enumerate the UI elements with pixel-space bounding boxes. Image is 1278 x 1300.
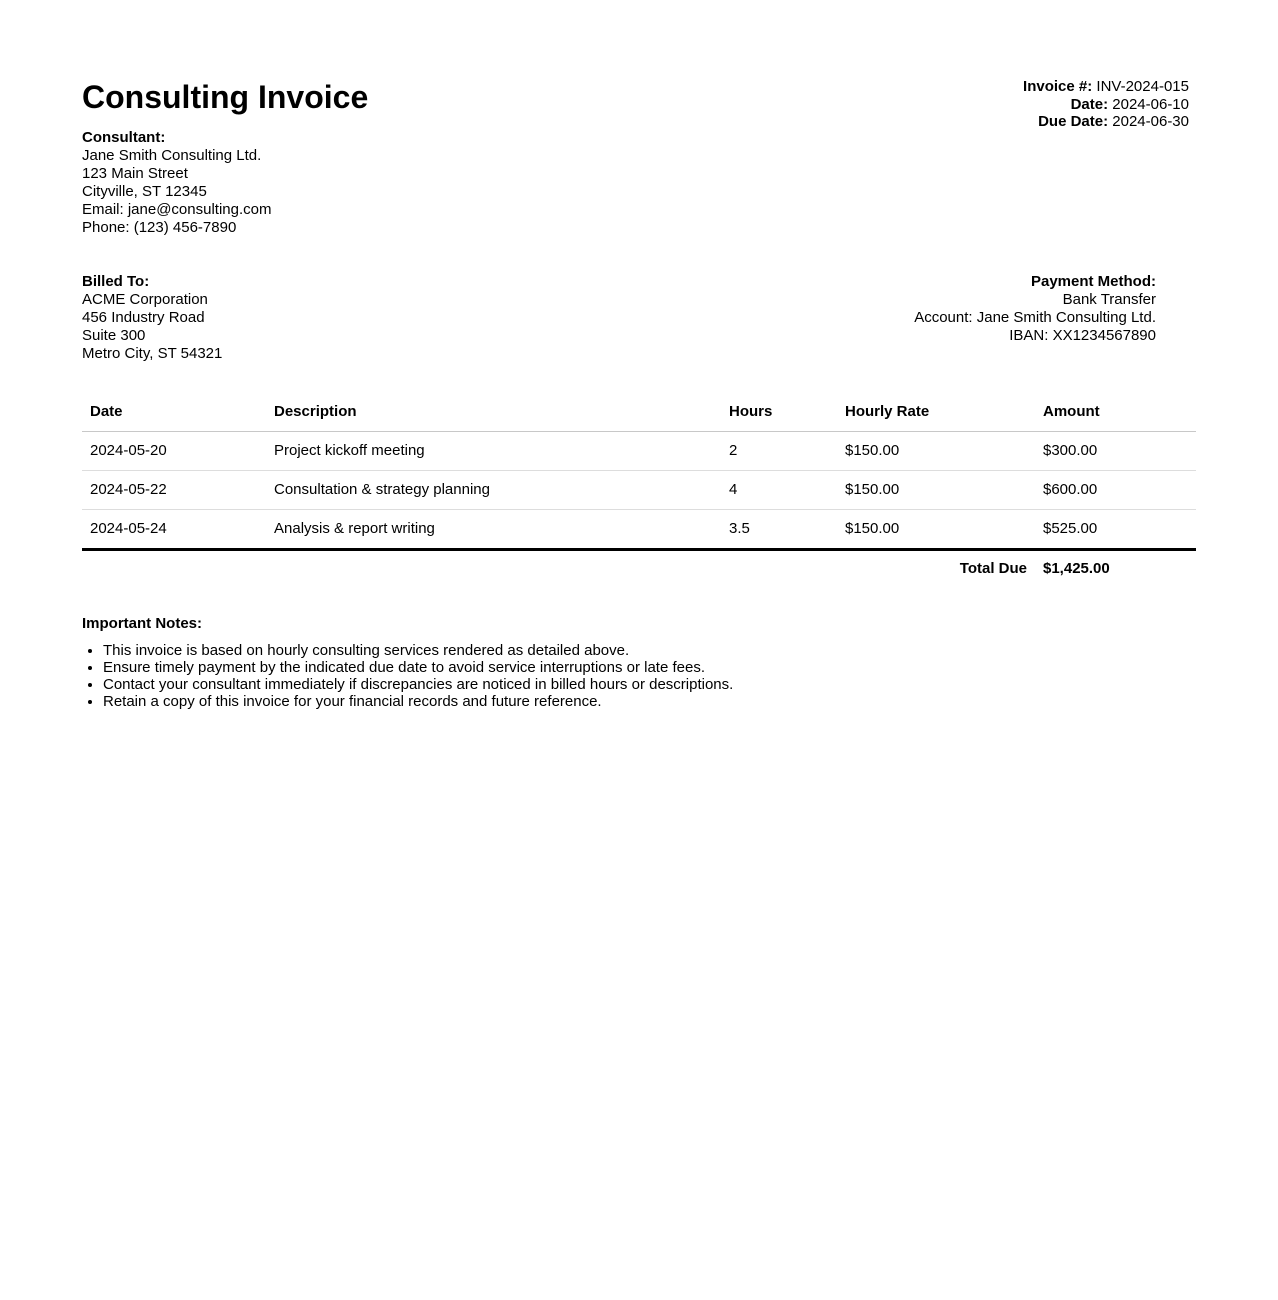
cell-hours: 2 (721, 431, 837, 470)
table-row (82, 431, 1196, 470)
page-title: Consulting Invoice (82, 79, 369, 115)
invoice-date-line (1023, 96, 1189, 114)
table-row (82, 470, 1196, 509)
list-item: • Contact your consultant immediately if discrepancies are noticed in billed hours or descriptions. (103, 676, 1196, 693)
cell-hourly-rate: $150.00 (837, 470, 1035, 509)
invoice-meta (1023, 78, 1196, 131)
column-header-date: Date (82, 393, 266, 432)
notes-heading: Important Notes: (82, 614, 202, 632)
table-row (82, 509, 1196, 549)
payment-iban: IBAN: XX1234567890 (1009, 326, 1156, 344)
cell-description: Analysis & report writing (266, 509, 721, 549)
parties-row (82, 273, 1196, 363)
cell-hourly-rate: $150.00 (837, 431, 1035, 470)
cell-hourly-rate: $150.00 (837, 509, 1035, 549)
column-header-description: Description (266, 393, 721, 432)
payment-method-type: Bank Transfer (1062, 290, 1156, 308)
list-item: • Retain a copy of this invoice for your financial records and future reference. (103, 693, 1196, 710)
total-row (82, 549, 1196, 587)
total-due-value: $1,425.00 (1043, 559, 1110, 577)
billed-to-city: Metro City, ST 54321 (82, 344, 223, 362)
invoice-due-date-value: 2024-06-30 (1112, 113, 1189, 130)
invoice-number-line (1023, 78, 1189, 96)
line-items-table (82, 393, 1196, 587)
consultant-name: Jane Smith Consulting Ltd. (82, 146, 262, 164)
cell-amount: $525.00 (1035, 509, 1196, 549)
cell-amount: $600.00 (1035, 470, 1196, 509)
cell-hours: 3.5 (721, 509, 837, 549)
invoice-date-value: 2024-06-10 (1112, 95, 1189, 113)
cell-description: Consultation & strategy planning (266, 470, 721, 509)
payment-method-heading: Payment Method: (1030, 272, 1156, 290)
billed-to-name: ACME Corporation (82, 290, 208, 308)
notes-list (82, 642, 1196, 710)
billed-to-block (82, 273, 222, 363)
cell-date: 2024-05-20 (82, 431, 266, 470)
total-due-label: Total Due (959, 559, 1027, 577)
list-item: • This invoice is based on hourly consulting services rendered as detailed above. (103, 642, 1196, 659)
list-item: • Ensure timely payment by the indicated due date to avoid service interruptions or late fees. (103, 659, 1196, 676)
invoice-date-label: Date: (1070, 95, 1109, 113)
cell-description: Project kickoff meeting (266, 431, 721, 470)
consultant-email: Email: jane@consulting.com (82, 200, 272, 218)
consultant-heading: Consultant: (82, 128, 166, 146)
invoice-header (82, 78, 1196, 131)
invoice-number-label: Invoice #: (1023, 78, 1093, 95)
consultant-phone: Phone: (123) 456-7890 (82, 218, 237, 236)
invoice-due-date-line (1023, 113, 1189, 131)
consultant-block (82, 129, 1196, 237)
cell-hours: 4 (721, 470, 837, 509)
cell-amount: $300.00 (1035, 431, 1196, 470)
payment-method-block (914, 273, 1196, 345)
cell-date: 2024-05-22 (82, 470, 266, 509)
billed-to-suite: Suite 300 (82, 326, 146, 344)
invoice-due-date-label: Due Date: (1038, 113, 1109, 130)
table-header-row (82, 393, 1196, 432)
consultant-street: 123 Main Street (82, 164, 188, 182)
column-header-amount: Amount (1035, 393, 1196, 432)
billed-to-street: 456 Industry Road (82, 308, 205, 326)
column-header-hourly-rate: Hourly Rate (837, 393, 1035, 432)
consultant-city: Cityville, ST 12345 (82, 182, 207, 200)
payment-account: Account: Jane Smith Consulting Ltd. (914, 308, 1156, 326)
cell-date: 2024-05-24 (82, 509, 266, 549)
invoice-content (82, 0, 1196, 710)
column-header-hours: Hours (721, 393, 837, 432)
invoice-number-value: INV-2024-015 (1096, 78, 1189, 95)
notes-section (82, 615, 1196, 710)
billed-to-heading: Billed To: (82, 272, 150, 290)
